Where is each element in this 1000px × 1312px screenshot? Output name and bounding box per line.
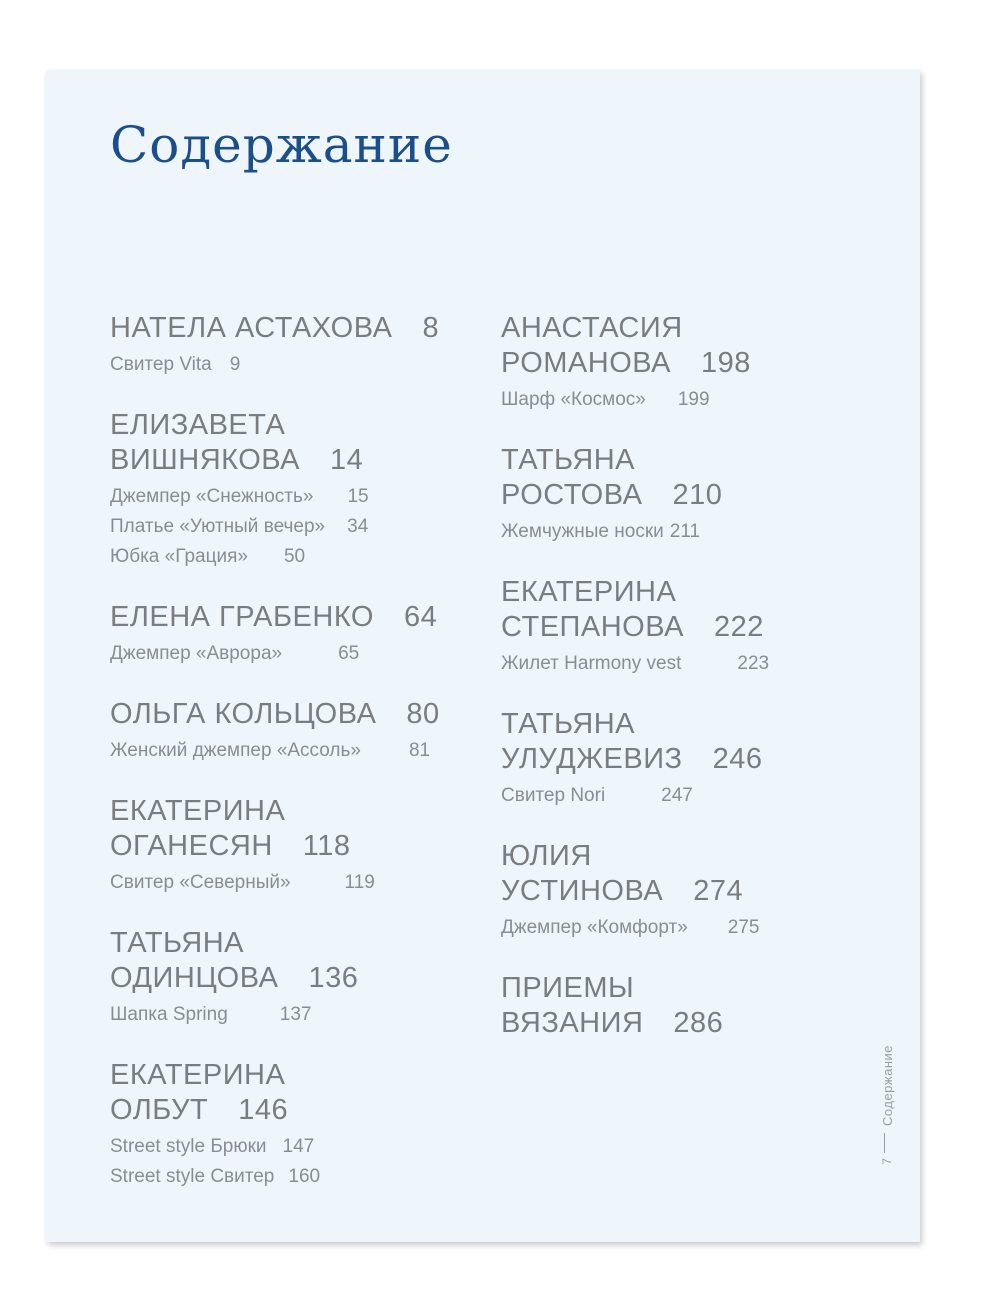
project-list (501, 913, 841, 943)
author-name-text: УСТИНОВА (501, 875, 664, 907)
project-page-number: 34 (347, 516, 369, 537)
project-list (110, 350, 470, 380)
project-page-number: 275 (727, 917, 760, 938)
project-list (110, 1000, 470, 1030)
toc-entry (501, 839, 841, 943)
project-list (110, 639, 470, 669)
author-page-number: 64 (403, 601, 438, 633)
divider (884, 1133, 885, 1153)
project-item (110, 542, 470, 572)
author-heading (110, 311, 470, 346)
project-page-number: 50 (283, 546, 306, 567)
running-header (872, 1045, 912, 1185)
author-name-text: ВЯЗАНИЯ (501, 1007, 644, 1039)
author-name-line (110, 697, 470, 732)
toc-entry (501, 443, 841, 547)
project-page-number: 119 (344, 872, 375, 893)
toc-entry (501, 311, 841, 415)
project-item (110, 1000, 470, 1030)
project-title: Street style Брюки (110, 1136, 267, 1157)
project-page-number: 137 (279, 1004, 312, 1025)
project-title: Шарф «Космос» (501, 389, 646, 410)
project-title: Street style Свитер (110, 1166, 275, 1187)
author-heading (110, 600, 470, 635)
author-heading (501, 839, 841, 909)
project-title: Женский джемпер «Ассоль» (110, 740, 361, 761)
author-name-text: ОЛЬГА КОЛЬЦОВА (110, 698, 377, 730)
author-name-line: ТАТЬЯНА (501, 708, 635, 740)
toc-entry (110, 1058, 470, 1192)
project-list (501, 385, 841, 415)
project-list (110, 1132, 470, 1192)
author-name-line (501, 478, 841, 513)
author-heading (501, 971, 841, 1041)
author-name-line (501, 742, 841, 777)
project-page-number: 211 (669, 521, 701, 542)
toc-entry (110, 794, 470, 898)
project-page-number: 199 (677, 389, 710, 410)
page-number: 7 (880, 1158, 894, 1165)
author-page-number: 146 (238, 1094, 289, 1126)
project-item (110, 482, 470, 512)
author-name-line (110, 961, 470, 996)
author-name-line: ЕКАТЕРИНА (501, 576, 677, 608)
author-name-line: ТАТЬЯНА (501, 444, 635, 476)
project-item (501, 913, 841, 943)
author-name-line (501, 874, 841, 909)
author-name-line (501, 610, 841, 645)
author-name-text: РОМАНОВА (501, 347, 671, 379)
project-item (501, 517, 841, 547)
project-list (501, 517, 841, 547)
project-list (501, 649, 841, 679)
author-page-number: 136 (308, 962, 359, 994)
author-name-text: ОДИНЦОВА (110, 962, 279, 994)
project-page-number: 223 (737, 653, 770, 674)
toc-entry (110, 926, 470, 1030)
author-name-line (110, 311, 470, 346)
author-name-line: ЕКАТЕРИНА (110, 795, 286, 827)
toc-entry (501, 575, 841, 679)
author-heading (110, 926, 470, 996)
project-item (110, 1132, 470, 1162)
project-title: Юбка «Грация» (110, 546, 248, 567)
toc-right-column (501, 311, 841, 1069)
page-title: Содержание (110, 116, 453, 174)
project-page-number: 247 (661, 785, 693, 806)
author-page-number: 246 (712, 743, 763, 775)
author-page-number: 286 (673, 1007, 724, 1039)
author-name-line (110, 443, 470, 478)
project-title: Джемпер «Снежность» (110, 486, 314, 507)
toc-entry (110, 311, 470, 380)
project-page-number: 65 (338, 643, 360, 664)
project-item (501, 781, 841, 811)
author-page-number: 210 (672, 479, 723, 511)
author-page-number: 222 (713, 611, 764, 643)
project-title: Свитер Nori (501, 785, 606, 806)
author-name-text: УЛУДЖЕВИЗ (501, 743, 683, 775)
project-title: Свитер Vita (110, 354, 212, 375)
author-name-line (501, 1006, 841, 1041)
author-name-line: ЮЛИЯ (501, 840, 592, 872)
project-page-number: 9 (229, 354, 241, 375)
toc-left-column (110, 311, 470, 1220)
author-name-line: АНАСТАСИЯ (501, 312, 683, 344)
project-title: Жилет Harmony vest (501, 653, 682, 674)
author-name-line (110, 1093, 470, 1128)
author-name-line: ТАТЬЯНА (110, 927, 244, 959)
author-heading (110, 697, 470, 732)
author-heading (110, 794, 470, 864)
project-item (110, 512, 470, 542)
author-page-number: 80 (406, 698, 440, 730)
project-list (110, 482, 470, 572)
author-heading (501, 443, 841, 513)
project-page-number: 160 (288, 1166, 321, 1187)
project-item (110, 868, 470, 898)
project-title: Шапка Spring (110, 1004, 228, 1025)
project-list (110, 868, 470, 898)
author-page-number: 274 (693, 875, 744, 907)
author-page-number: 8 (422, 312, 440, 344)
project-title: Платье «Уютный вечер» (110, 516, 326, 537)
project-list (110, 736, 470, 766)
author-name-line (501, 346, 841, 381)
author-page-number: 198 (701, 347, 751, 379)
toc-entry (110, 408, 470, 572)
author-name-text: ОЛБУТ (110, 1094, 209, 1126)
toc-entry (501, 707, 841, 811)
author-heading (501, 575, 841, 645)
author-heading (501, 707, 841, 777)
author-name-text: РОСТОВА (501, 479, 643, 511)
author-name-text: ОГАНЕСЯН (110, 830, 273, 862)
author-name-text: ЕЛЕНА ГРАБЕНКО (110, 601, 374, 633)
author-heading (501, 311, 841, 381)
author-heading (110, 408, 470, 478)
toc-entry (110, 600, 470, 669)
project-page-number: 81 (408, 740, 431, 761)
project-item (110, 1162, 470, 1192)
toc-entry (110, 697, 470, 766)
project-item (110, 350, 470, 380)
author-page-number: 14 (330, 444, 364, 476)
project-item (501, 649, 841, 679)
author-name-line (110, 600, 470, 635)
project-page-number: 15 (347, 486, 369, 507)
project-item (110, 639, 470, 669)
author-name-line: ЕЛИЗАВЕТА (110, 409, 286, 441)
project-title: Джемпер «Комфорт» (501, 917, 688, 938)
author-heading (110, 1058, 470, 1128)
project-title: Джемпер «Аврора» (110, 643, 283, 664)
toc-entry (501, 971, 841, 1041)
project-title: Жемчужные носки (501, 521, 664, 542)
author-name-text: СТЕПАНОВА (501, 611, 684, 643)
project-list (501, 781, 841, 811)
author-name-line: ПРИЕМЫ (501, 972, 635, 1004)
author-page-number: 118 (302, 830, 351, 862)
project-item (110, 736, 470, 766)
contents-page (46, 70, 920, 1242)
author-name-line: ЕКАТЕРИНА (110, 1059, 286, 1091)
project-title: Свитер «Северный» (110, 872, 291, 893)
author-name-text: ВИШНЯКОВА (110, 444, 300, 476)
author-name-text: НАТЕЛА АСТАХОВА (110, 312, 393, 344)
project-item (501, 385, 841, 415)
author-name-line (110, 829, 470, 864)
section-label: Содержание (880, 1045, 895, 1126)
project-page-number: 147 (282, 1136, 315, 1157)
